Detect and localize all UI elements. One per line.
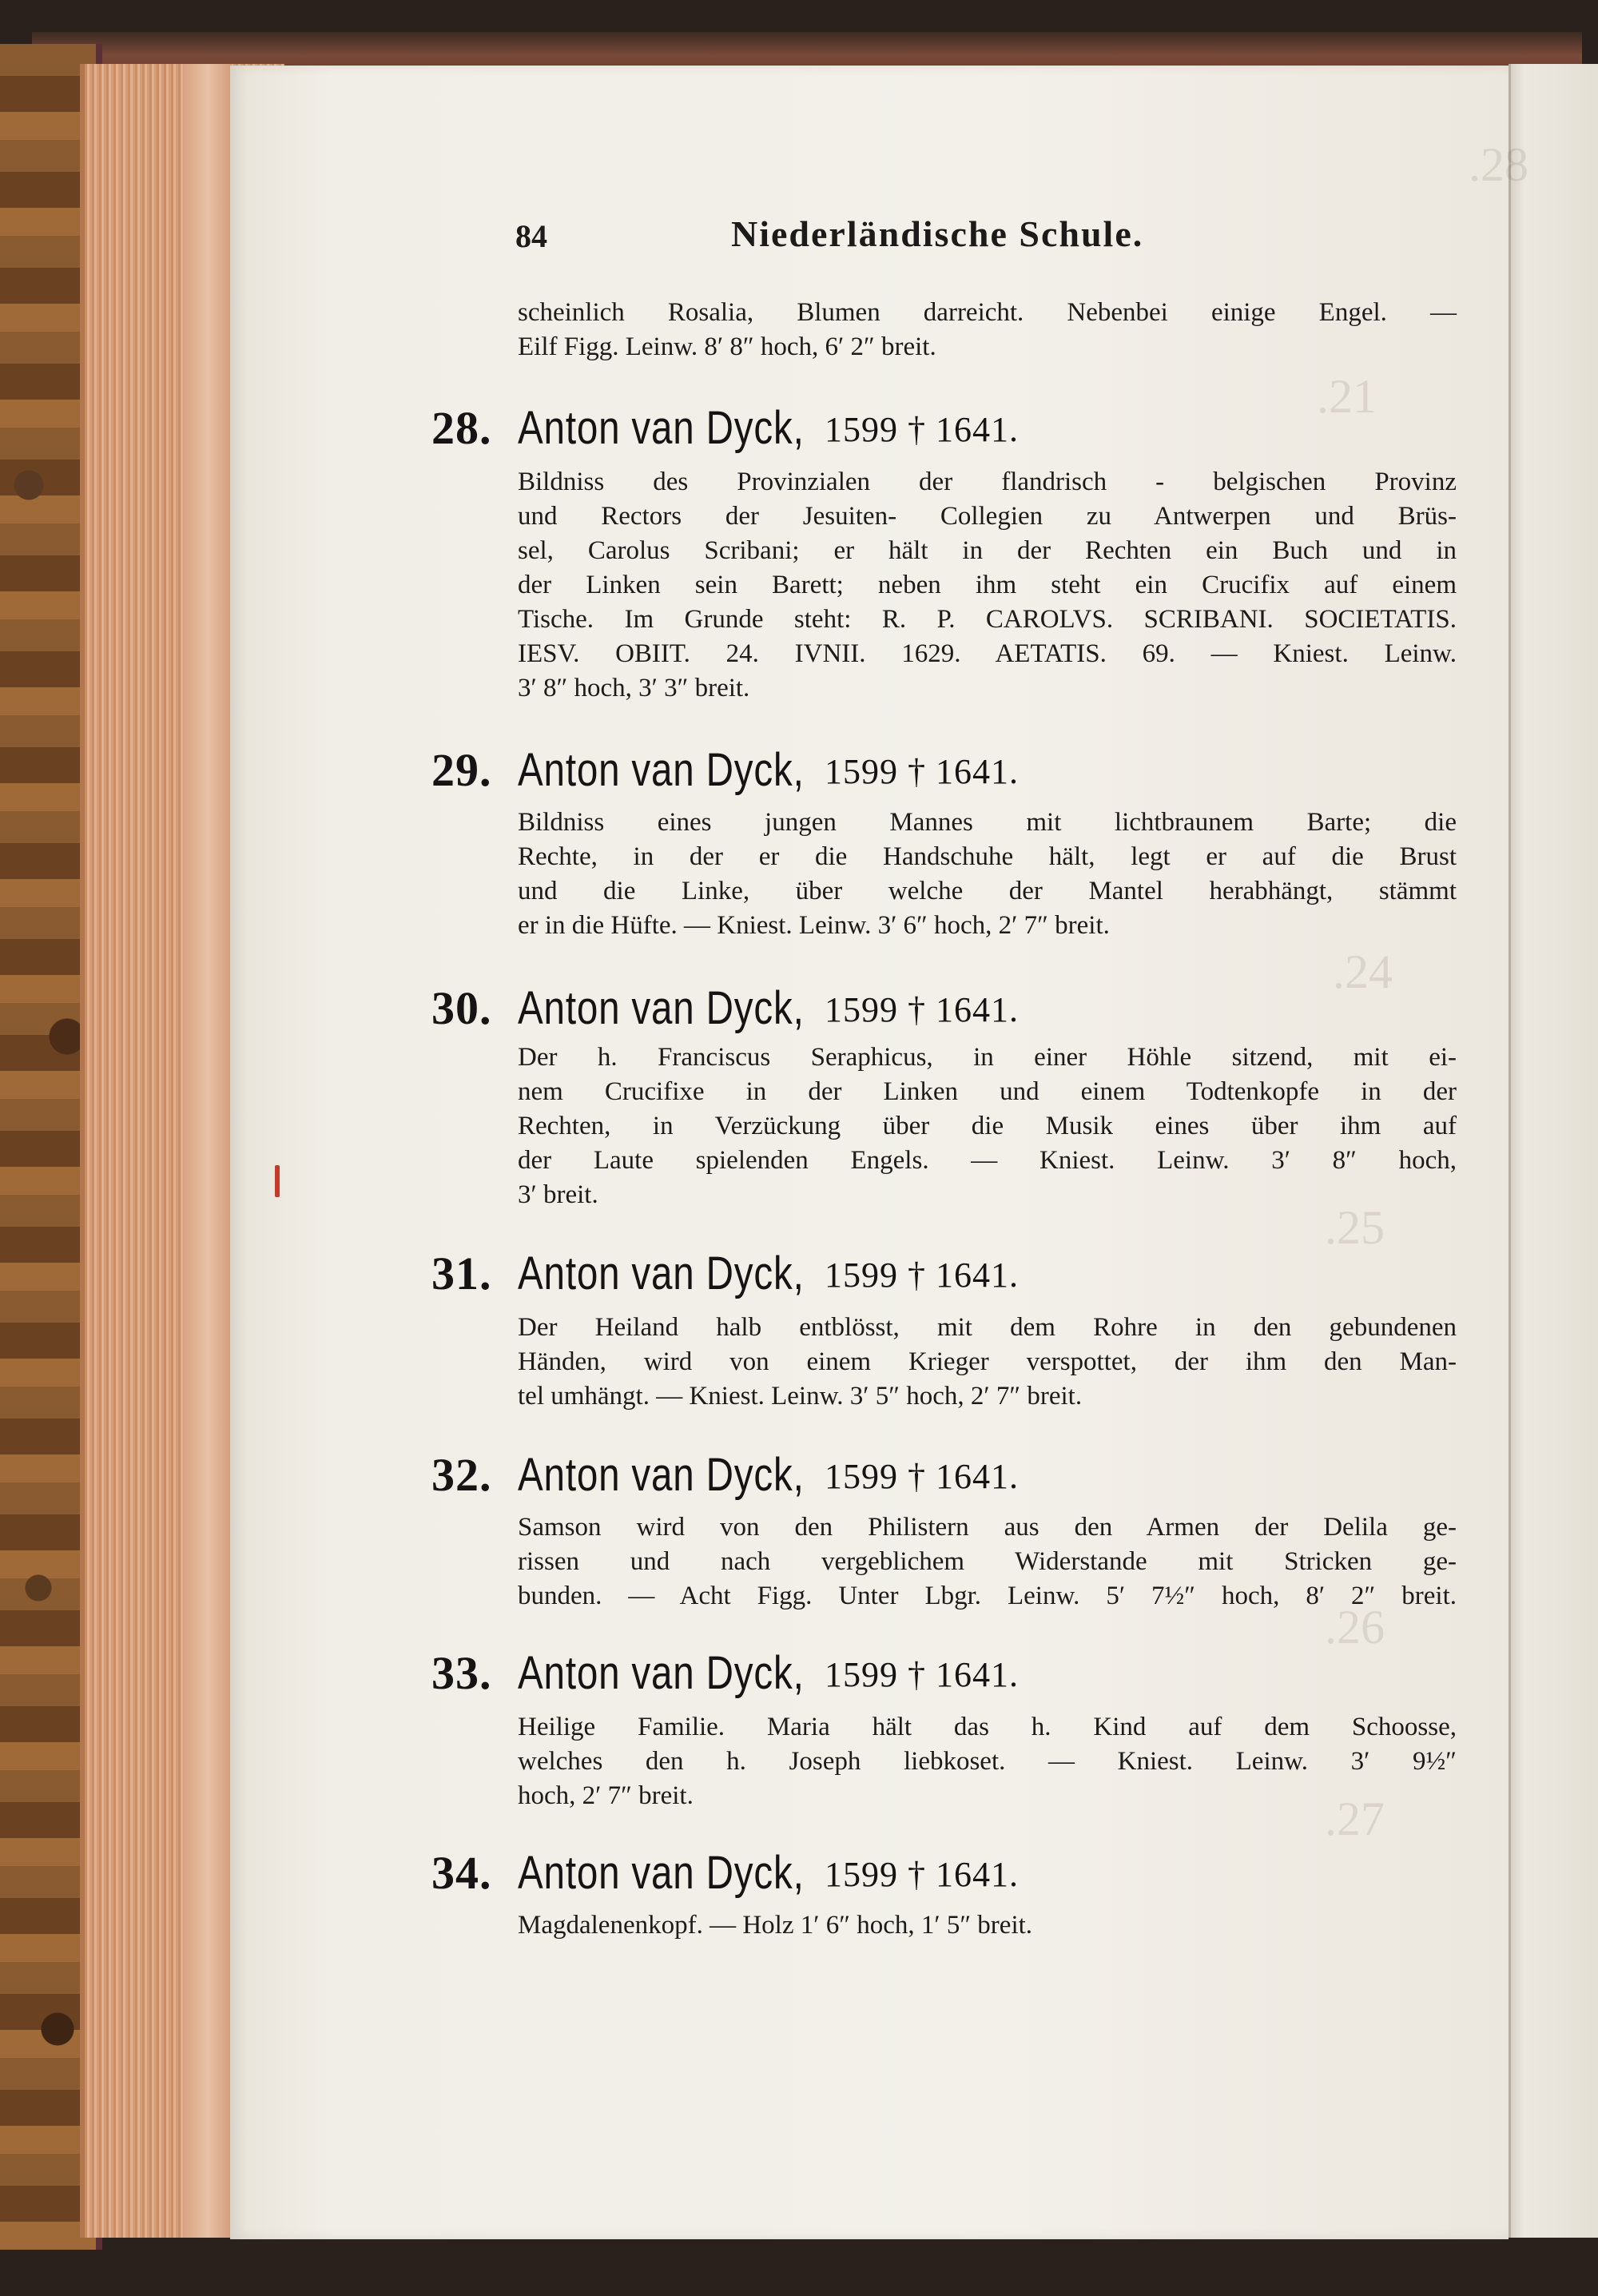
text-line: und Rectors der Jesuiten- Collegien zu Antwerpen und Brüs- <box>518 502 1457 531</box>
entry-dates: 1599 † 1641. <box>825 1457 1019 1496</box>
catalogue-entry-28-text <box>518 465 1457 706</box>
text-line: Magdalenenkopf. — Holz 1′ 6″ hoch, 1′ 5″ breit. <box>518 1911 1033 1940</box>
text-line: 3′ 8″ hoch, 3′ 3″ breit. <box>518 674 750 702</box>
catalogue-entry-31-text <box>518 1311 1457 1414</box>
text-line: Tische. Im Grunde steht: R. P. CAROLVS. SCRIBANI. SOCIETATIS. <box>518 605 1457 634</box>
entry-dates: 1599 † 1641. <box>825 1655 1019 1694</box>
text-line: 3′ breit. <box>518 1180 598 1209</box>
entry-artist: Anton van Dyck, <box>518 1247 805 1299</box>
entry-artist: Anton van Dyck, <box>518 744 805 796</box>
catalogue-entry-29-text <box>518 806 1457 943</box>
text-line: und die Linke, über welche der Mantel herabhängt, stämmt <box>518 877 1457 905</box>
entry-dates: 1599 † 1641. <box>825 1855 1019 1894</box>
entry-number: 32. <box>431 1449 492 1501</box>
text-line: sel, Carolus Scribani; er hält in der Rechten ein Buch und in <box>518 536 1457 565</box>
text-line: er in die Hüfte. — Kniest. Leinw. 3′ 6″ hoch, 2′ 7″ breit. <box>518 911 1110 940</box>
show-through-text: .28 .21 .24 .25 .26 .27 <box>1317 138 1528 1845</box>
text-line: Rechte, in der er die Handschuhe hält, legt er auf die Brust <box>518 842 1457 871</box>
page-header <box>515 213 1474 265</box>
text-line: bunden. — Acht Figg. Unter Lbgr. Leinw. 5′ 7½″ hoch, 8′ 2″ breit. <box>518 1582 1457 1610</box>
continuation-text <box>518 296 1457 364</box>
entry-dates: 1599 † 1641. <box>825 990 1019 1029</box>
text-line: Eilf Figg. Leinw. 8′ 8″ hoch, 6′ 2″ breit. <box>518 332 936 361</box>
catalogue-entry-32-text <box>518 1510 1457 1614</box>
text-line: hoch, 2′ 7″ breit. <box>518 1781 694 1810</box>
page-gutter <box>184 64 232 2238</box>
text-line: Bildniss eines jungen Mannes mit lichtbraunem Barte; die <box>518 808 1457 837</box>
text-line: der Laute spielenden Engels. — Kniest. Leinw. 3′ 8″ hoch, <box>518 1146 1457 1175</box>
text-line: Rechten, in Verzückung über die Musik eines über ihm auf <box>518 1112 1457 1140</box>
entry-dates: 1599 † 1641. <box>825 410 1019 449</box>
text-line: Heilige Familie. Maria hält das h. Kind auf dem Schoosse, <box>518 1713 1457 1741</box>
catalogue-entry-30-text <box>518 1041 1457 1212</box>
entry-number: 29. <box>431 744 492 796</box>
text-line: welches den h. Joseph liebkoset. — Kniest. Leinw. 3′ 9½″ <box>518 1747 1457 1776</box>
entry-number: 30. <box>431 982 492 1034</box>
entry-dates: 1599 † 1641. <box>825 752 1019 791</box>
entry-artist: Anton van Dyck, <box>518 402 805 454</box>
entry-artist: Anton van Dyck, <box>518 982 805 1034</box>
text-line: IESV. OBIIT. 24. IVNII. 1629. AETATIS. 69. — Kniest. Leinw. <box>518 639 1457 668</box>
text-line: der Linken sein Barett; neben ihm steht ein Crucifix auf einem <box>518 571 1457 599</box>
margin-pencil-mark <box>275 1165 280 1197</box>
entry-number: 31. <box>431 1247 492 1299</box>
facing-page-edge <box>1509 64 1598 2238</box>
entry-artist: Anton van Dyck, <box>518 1449 805 1501</box>
entry-number: 34. <box>431 1847 492 1899</box>
catalogue-entry-33-text <box>518 1710 1457 1813</box>
text-line: nem Crucifixe in der Linken und einem Todtenkopfe in der <box>518 1077 1457 1106</box>
text-line: Der h. Franciscus Seraphicus, in einer Höhle sitzend, mit ei- <box>518 1043 1457 1072</box>
page-number: 84 <box>515 218 547 254</box>
text-line: Samson wird von den Philistern aus den Armen der Delila ge- <box>518 1513 1457 1542</box>
entry-number: 28. <box>431 402 492 454</box>
text-line: rissen und nach vergeblichem Widerstande mit Stricken ge- <box>518 1547 1457 1576</box>
text-line: tel umhängt. — Kniest. Leinw. 3′ 5″ hoch, 2′ 7″ breit. <box>518 1382 1083 1411</box>
entry-number: 33. <box>431 1647 492 1699</box>
entry-dates: 1599 † 1641. <box>825 1255 1019 1295</box>
running-head: Niederländische Schule. <box>731 213 1144 254</box>
text-line: Bildniss des Provinzialen der flandrisch - belgischen Provinz <box>518 468 1457 496</box>
text-line: Händen, wird von einem Krieger verspottet, der ihm den Man- <box>518 1347 1457 1376</box>
text-line: Der Heiland halb entblösst, mit dem Rohre in den gebundenen <box>518 1313 1457 1342</box>
entry-artist: Anton van Dyck, <box>518 1647 805 1699</box>
entry-artist: Anton van Dyck, <box>518 1847 805 1899</box>
text-line: scheinlich Rosalia, Blumen darreicht. Nebenbei einige Engel. — <box>518 298 1457 327</box>
catalogue-entry-34-text <box>518 1908 1457 1943</box>
